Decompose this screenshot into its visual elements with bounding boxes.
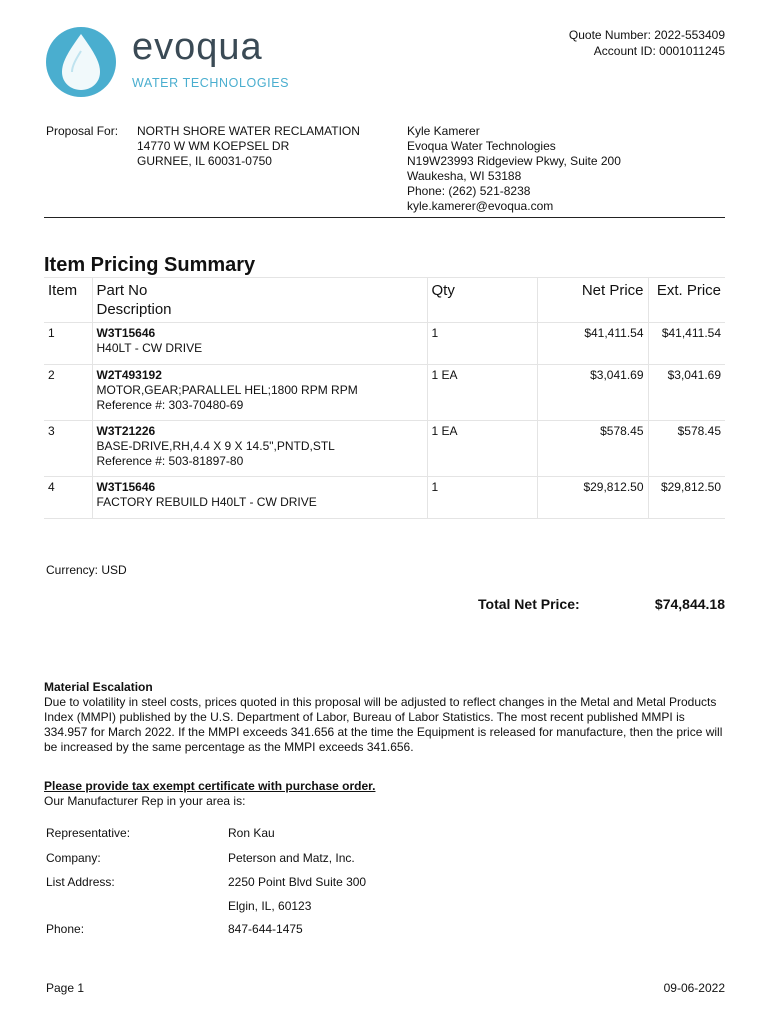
row-qty: 1 EA: [427, 421, 537, 477]
part-description: BASE-DRIVE,RH,4.4 X 9 X 14.5",PNTD,STL: [96, 439, 335, 453]
table-row: [44, 477, 725, 519]
tax-exempt-note: Please provide tax exempt certificate with purchase order.: [44, 779, 376, 793]
pricing-table: [44, 277, 725, 519]
contact-email[interactable]: kyle.kamerer@evoqua.com: [407, 199, 554, 213]
quote-number: Quote Number: 2022-553409: [568, 28, 725, 42]
table-row: [44, 323, 725, 365]
row-net-price: $578.45: [537, 421, 648, 477]
customer-address: [137, 124, 360, 169]
company-label: Company:: [46, 851, 101, 865]
logo-wordmark: evoqua: [132, 26, 263, 68]
row-qty: 1: [427, 323, 537, 365]
page-number: Page 1: [46, 981, 85, 995]
row-ext-price: $29,812.50: [648, 477, 725, 519]
customer-city: GURNEE, IL 60031-0750: [137, 154, 272, 168]
account-id: Account ID: 0001011245: [593, 44, 725, 58]
col-net-price: Net Price: [537, 278, 648, 323]
contact-street: N19W23993 Ridgeview Pkwy, Suite 200: [407, 154, 621, 168]
table-row: [44, 421, 725, 477]
table-header-row: [44, 278, 725, 323]
row-net-price: $29,812.50: [537, 477, 648, 519]
phone-label: Phone:: [46, 922, 85, 936]
row-item: 1: [44, 323, 92, 365]
logo-tagline: WATER TECHNOLOGIES: [132, 76, 290, 90]
company-value: Peterson and Matz, Inc.: [228, 851, 355, 865]
col-description-label: Description: [96, 301, 172, 318]
row-qty: 1: [427, 477, 537, 519]
evoqua-logo: [44, 26, 314, 98]
row-item: 3: [44, 421, 92, 477]
total-net-price-label: Total Net Price:: [478, 596, 580, 612]
customer-name: NORTH SHORE WATER RECLAMATION: [137, 124, 360, 138]
contact-city: Waukesha, WI 53188: [407, 169, 522, 183]
row-net-price: $41,411.54: [537, 323, 648, 365]
part-number: W3T21226: [96, 424, 156, 438]
table-row: [44, 365, 725, 421]
row-part: [92, 421, 427, 477]
address-line1: 2250 Point Blvd Suite 300: [228, 875, 367, 889]
quote-info: [569, 27, 725, 59]
customer-street: 14770 W WM KOEPSEL DR: [137, 139, 290, 153]
row-item: 2: [44, 365, 92, 421]
row-item: 4: [44, 477, 92, 519]
part-number: W2T493192: [96, 368, 162, 382]
rep-intro: Our Manufacturer Rep in your area is:: [44, 794, 246, 808]
proposal-label: Proposal For:: [46, 124, 119, 138]
escalation-heading: Material Escalation: [44, 680, 153, 694]
address-line2: Elgin, IL, 60123: [228, 899, 312, 913]
col-qty: Qty: [427, 278, 537, 323]
currency: Currency: USD: [46, 563, 127, 577]
col-item: Item: [44, 278, 92, 323]
phone-value: 847-644-1475: [228, 922, 303, 936]
row-part: [92, 323, 427, 365]
escalation-body: Due to volatility in steel costs, prices quoted in this proposal will be adjusted to reflect changes in the Metal and Metal Products Index (MMPI) published by the U.S. Department of Labor, Bureau of Labor Statistics. The most recent published MMPI is 334.957 for March 2022. If the MMPI exceeds 341.656 at the time the Equipment is released for manufacture, then the price will be increased by the same percentage as the MMPI exceeds 341.656.: [44, 695, 723, 754]
row-part: [92, 477, 427, 519]
row-ext-price: $578.45: [648, 421, 725, 477]
part-description: FACTORY REBUILD H40LT - CW DRIVE: [96, 495, 317, 509]
part-reference: Reference #: 303-70480-69: [96, 398, 244, 412]
part-description: H40LT - CW DRIVE: [96, 341, 203, 355]
contact-name: Kyle Kamerer: [407, 124, 480, 138]
col-part-no: [92, 278, 427, 323]
part-number: W3T15646: [96, 480, 156, 494]
tax-note-block: [44, 779, 375, 809]
total-net-price-value: $74,844.18: [654, 596, 725, 612]
contact-info: [407, 124, 621, 214]
row-ext-price: $3,041.69: [648, 365, 725, 421]
row-ext-price: $41,411.54: [648, 323, 725, 365]
row-qty: 1 EA: [427, 365, 537, 421]
footer-date: 09-06-2022: [663, 981, 725, 995]
row-net-price: $3,041.69: [537, 365, 648, 421]
representative-value: Ron Kau: [228, 826, 275, 840]
section-title: Item Pricing Summary: [44, 254, 256, 276]
material-escalation: [44, 680, 728, 755]
part-number: W3T15646: [96, 326, 156, 340]
part-reference: Reference #: 503-81897-80: [96, 454, 244, 468]
representative-label: Representative:: [46, 826, 131, 840]
col-part-no-label: Part No: [96, 282, 148, 299]
part-description: MOTOR,GEAR;PARALLEL HEL;1800 RPM RPM: [96, 383, 358, 397]
col-ext-price: Ext. Price: [648, 278, 725, 323]
address-label: List Address:: [46, 875, 115, 889]
row-part: [92, 365, 427, 421]
contact-company: Evoqua Water Technologies: [407, 139, 556, 153]
header-divider: [44, 217, 725, 218]
contact-phone: Phone: (262) 521-8238: [407, 184, 531, 198]
